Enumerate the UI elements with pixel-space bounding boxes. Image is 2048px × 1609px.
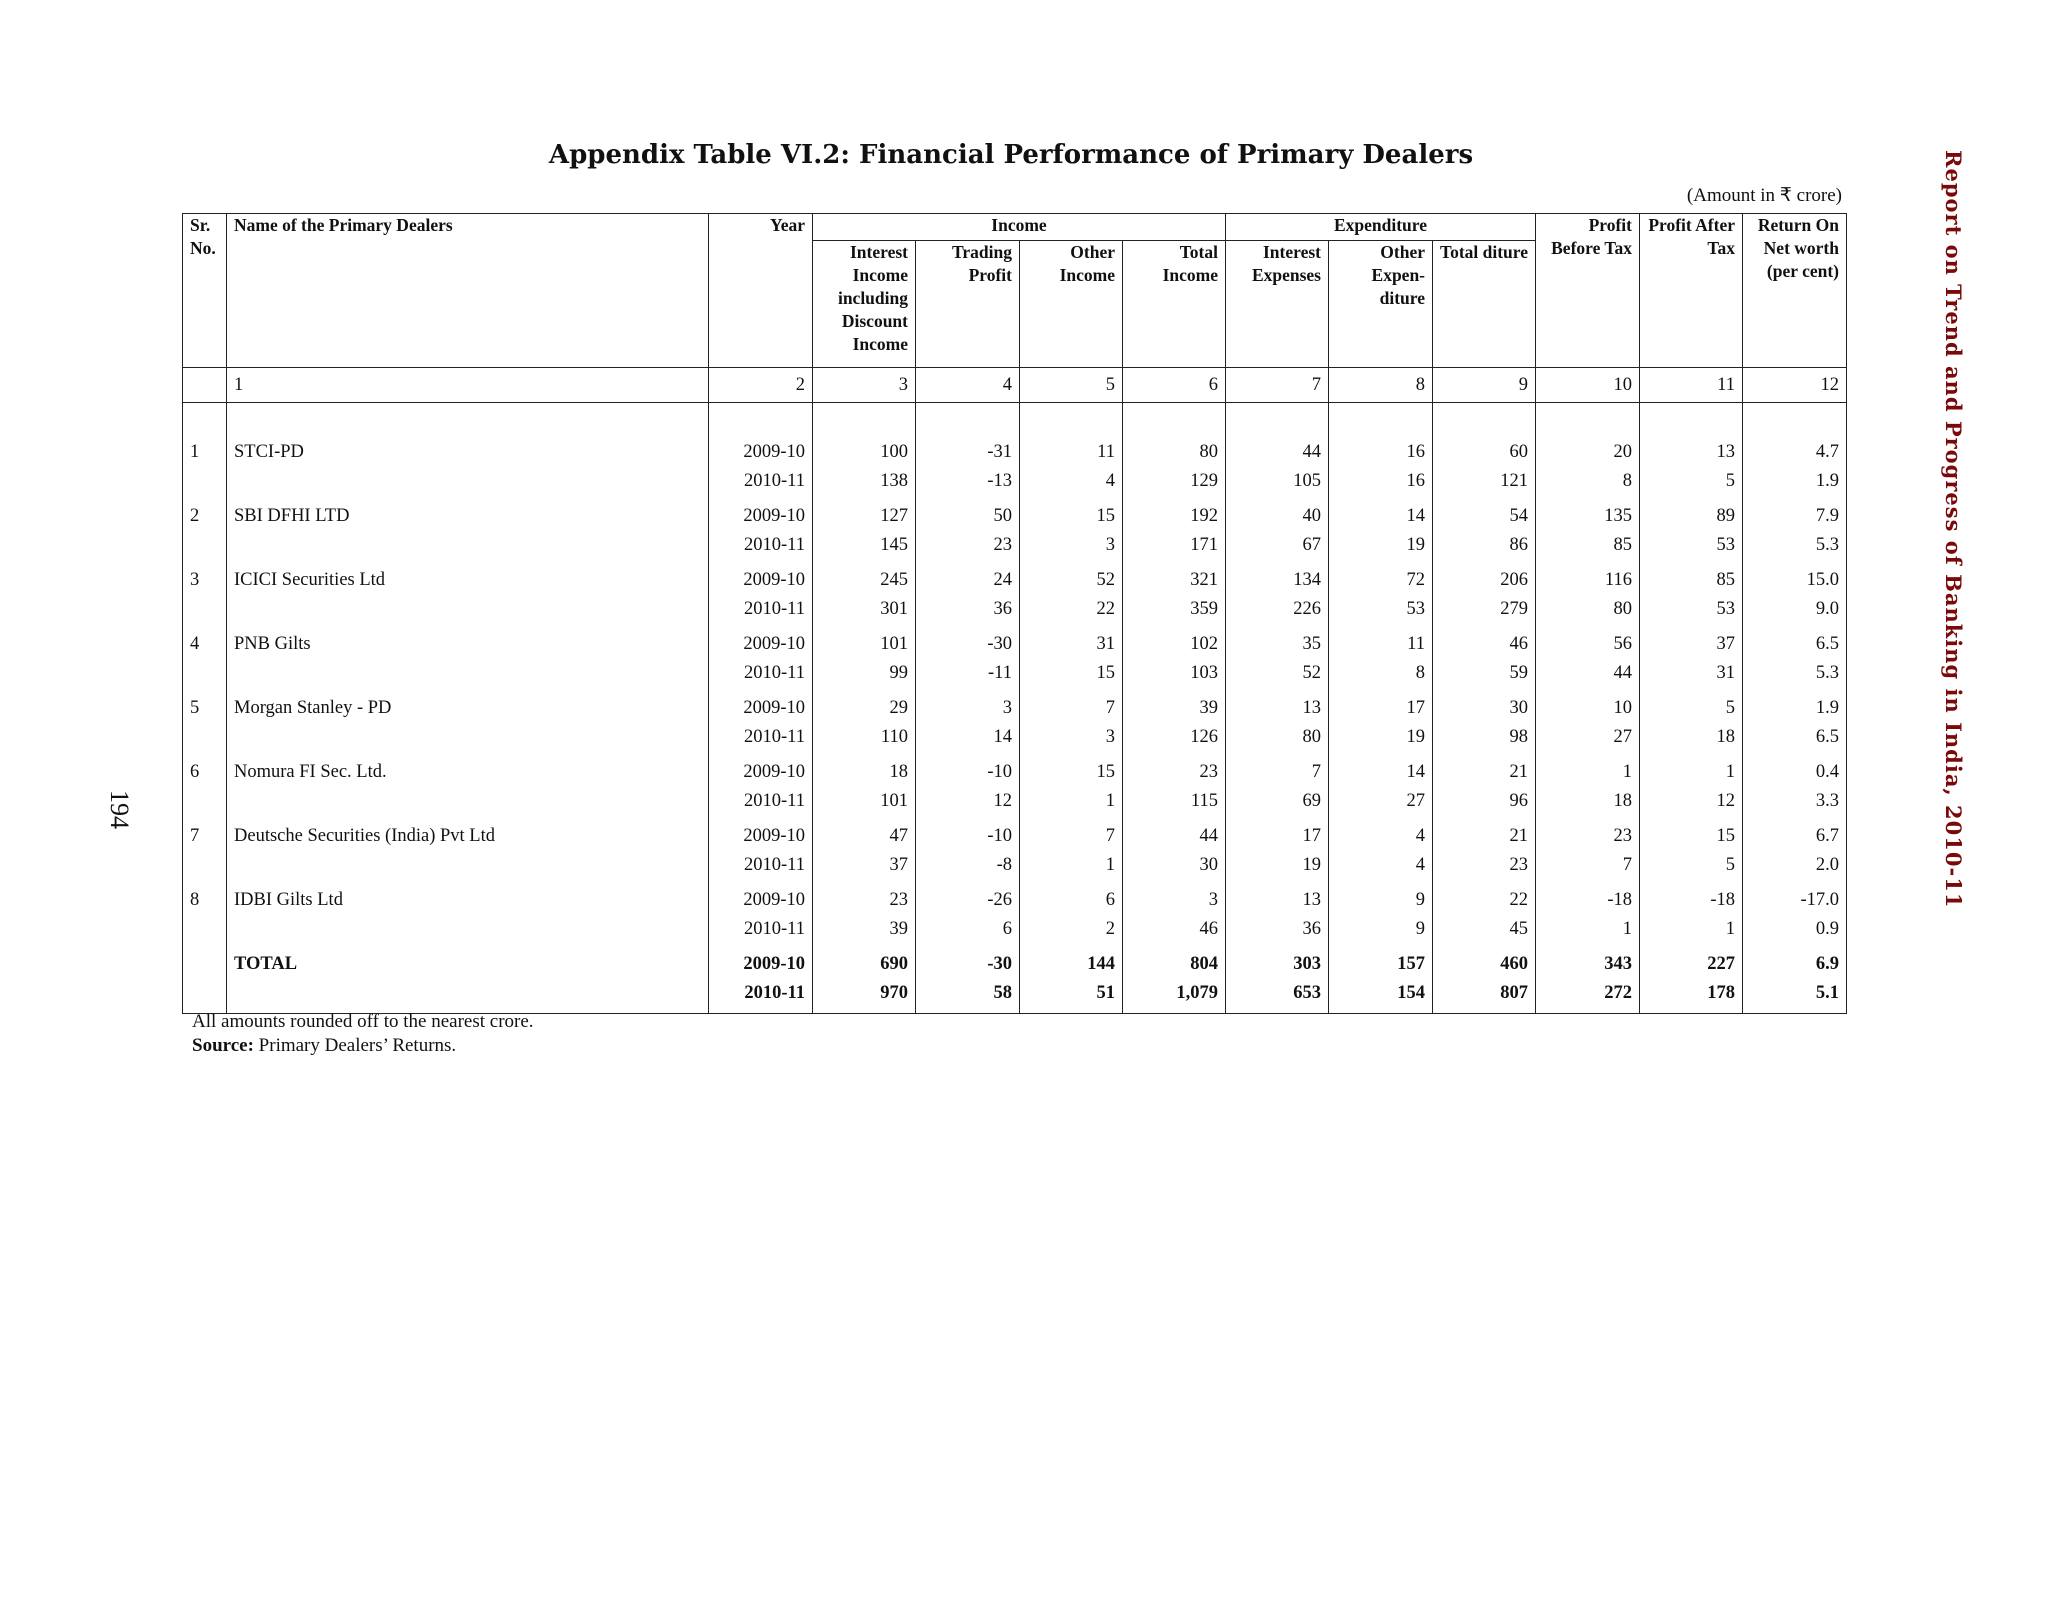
header-total-expenditure: Total diture [1433,241,1536,368]
value-cell: 116 [1536,560,1640,595]
value-cell: 970 [813,979,916,1014]
value-cell: 23 [1536,816,1640,851]
value-cell: 44 [1536,659,1640,688]
value-cell: 15 [1020,496,1123,531]
value-cell: 18 [1536,787,1640,816]
value-cell: 24 [916,560,1020,595]
value-cell: 39 [1123,688,1226,723]
table-body [183,368,1847,1014]
year-cell: 2009-10 [709,944,813,979]
value-cell: 19 [1329,531,1433,560]
year-cell: 2010-11 [709,723,813,752]
value-cell: 1 [1640,915,1743,944]
total-row [183,979,1847,1014]
value-cell: 1 [1536,752,1640,787]
page-number: 194 [105,790,134,829]
sr-no-cell [183,531,227,560]
value-cell: 18 [1640,723,1743,752]
value-cell: 145 [813,531,916,560]
value-cell: 101 [813,624,916,659]
value-cell: 46 [1433,624,1536,659]
year-cell: 2009-10 [709,624,813,659]
value-cell: 13 [1226,880,1329,915]
value-cell: -10 [916,752,1020,787]
value-cell: 15 [1640,816,1743,851]
value-cell: 102 [1123,624,1226,659]
value-cell: 16 [1329,467,1433,496]
value-cell: -31 [916,403,1020,468]
source-note [192,1034,534,1058]
value-cell: 52 [1020,560,1123,595]
year-cell: 2009-10 [709,816,813,851]
value-cell: 126 [1123,723,1226,752]
value-cell: 1 [1020,851,1123,880]
value-cell: 9 [1329,915,1433,944]
value-cell: 101 [813,787,916,816]
value-cell: 20 [1536,403,1640,468]
name-cell: TOTAL [227,944,709,979]
value-cell: 23 [813,880,916,915]
value-cell: 178 [1640,979,1743,1014]
header-total-income: Total Income [1123,241,1226,368]
year-cell: 2009-10 [709,403,813,468]
table-row [183,531,1847,560]
sr-no-cell: 8 [183,880,227,915]
value-cell: 85 [1640,560,1743,595]
value-cell: 321 [1123,560,1226,595]
value-cell: 3 [916,688,1020,723]
value-cell: 36 [916,595,1020,624]
sr-no-cell [183,467,227,496]
value-cell: 80 [1123,403,1226,468]
value-cell: 690 [813,944,916,979]
header-sr-no: Sr. No. [183,214,227,368]
sr-no-cell: 2 [183,496,227,531]
value-cell: 804 [1123,944,1226,979]
value-cell: 1 [1640,752,1743,787]
header-profit-after-tax: Profit After Tax [1640,214,1743,368]
value-cell: -10 [916,816,1020,851]
value-cell: 653 [1226,979,1329,1014]
sr-no-cell [183,979,227,1014]
value-cell: 18 [813,752,916,787]
value-cell: 29 [813,688,916,723]
value-cell: 12 [916,787,1020,816]
value-cell: 7 [1020,688,1123,723]
value-cell: 245 [813,560,916,595]
name-cell: STCI-PD [227,403,709,468]
value-cell: 1,079 [1123,979,1226,1014]
value-cell: 53 [1329,595,1433,624]
financial-performance-table [182,213,1847,1014]
value-cell: 6.9 [1743,944,1847,979]
value-cell: 272 [1536,979,1640,1014]
value-cell: 144 [1020,944,1123,979]
value-cell: 4 [1329,816,1433,851]
table-title: Appendix Table VI.2: Financial Performance of Primary Dealers [548,140,1474,170]
value-cell: 1.9 [1743,688,1847,723]
header-expenditure-group: Expenditure [1226,214,1536,241]
value-cell: 45 [1433,915,1536,944]
year-cell: 2010-11 [709,979,813,1014]
column-number-blank [183,368,227,403]
value-cell: 135 [1536,496,1640,531]
name-cell [227,979,709,1014]
header-return-on-net-worth: Return On Net worth (per cent) [1743,214,1847,368]
value-cell: 60 [1433,403,1536,468]
value-cell: 27 [1536,723,1640,752]
name-cell [227,915,709,944]
sr-no-cell [183,723,227,752]
year-cell: 2009-10 [709,688,813,723]
value-cell: -17.0 [1743,880,1847,915]
value-cell: 0.9 [1743,915,1847,944]
name-cell: ICICI Securities Ltd [227,560,709,595]
value-cell: 171 [1123,531,1226,560]
value-cell: 359 [1123,595,1226,624]
source-text: Primary Dealers’ Returns. [253,1035,457,1056]
year-cell: 2010-11 [709,467,813,496]
year-cell: 2009-10 [709,752,813,787]
column-number: 6 [1123,368,1226,403]
value-cell: 31 [1020,624,1123,659]
amount-unit-note: (Amount in ₹ crore) [1686,185,1842,206]
year-cell: 2009-10 [709,496,813,531]
value-cell: -13 [916,467,1020,496]
table-row [183,816,1847,851]
column-number: 12 [1743,368,1847,403]
value-cell: 6 [1020,880,1123,915]
table-row [183,496,1847,531]
value-cell: 80 [1536,595,1640,624]
value-cell: 40 [1226,496,1329,531]
value-cell: -18 [1640,880,1743,915]
value-cell: 460 [1433,944,1536,979]
table-row [183,403,1847,468]
value-cell: 23 [1123,752,1226,787]
name-cell: IDBI Gilts Ltd [227,880,709,915]
value-cell: 1.9 [1743,467,1847,496]
value-cell: 30 [1123,851,1226,880]
value-cell: 3 [1020,531,1123,560]
name-cell: SBI DFHI LTD [227,496,709,531]
value-cell: 67 [1226,531,1329,560]
year-cell: 2010-11 [709,595,813,624]
value-cell: 157 [1329,944,1433,979]
column-number: 3 [813,368,916,403]
table-row [183,688,1847,723]
value-cell: 56 [1536,624,1640,659]
value-cell: 206 [1433,560,1536,595]
value-cell: 303 [1226,944,1329,979]
value-cell: 50 [916,496,1020,531]
value-cell: 9.0 [1743,595,1847,624]
value-cell: 279 [1433,595,1536,624]
value-cell: 0.4 [1743,752,1847,787]
value-cell: 6.7 [1743,816,1847,851]
value-cell: 39 [813,915,916,944]
rounding-note: All amounts rounded off to the nearest crore. [192,1011,534,1032]
value-cell: 4.7 [1743,403,1847,468]
table-row [183,880,1847,915]
value-cell: 13 [1640,403,1743,468]
table-row [183,467,1847,496]
value-cell: 14 [916,723,1020,752]
value-cell: 86 [1433,531,1536,560]
header-name: Name of the Primary Dealers [227,214,709,368]
value-cell: 19 [1329,723,1433,752]
table-row [183,624,1847,659]
table-row [183,787,1847,816]
name-cell: Nomura FI Sec. Ltd. [227,752,709,787]
side-running-heading: Report on Trend and Progress of Banking in India, 2010-11 [1941,150,1966,909]
value-cell: 47 [813,816,916,851]
column-number: 8 [1329,368,1433,403]
value-cell: 7.9 [1743,496,1847,531]
name-cell [227,851,709,880]
value-cell: 11 [1329,624,1433,659]
value-cell: 30 [1433,688,1536,723]
value-cell: 17 [1329,688,1433,723]
value-cell: -11 [916,659,1020,688]
value-cell: 22 [1020,595,1123,624]
value-cell: 37 [1640,624,1743,659]
value-cell: 36 [1226,915,1329,944]
value-cell: 98 [1433,723,1536,752]
table-row [183,851,1847,880]
value-cell: 4 [1020,467,1123,496]
value-cell: 6.5 [1743,723,1847,752]
value-cell: 5 [1640,688,1743,723]
value-cell: 110 [813,723,916,752]
column-number: 5 [1020,368,1123,403]
column-number: 2 [709,368,813,403]
value-cell: 5 [1640,851,1743,880]
value-cell: 7 [1020,816,1123,851]
value-cell: 27 [1329,787,1433,816]
value-cell: 89 [1640,496,1743,531]
sr-no-cell [183,595,227,624]
year-cell: 2010-11 [709,531,813,560]
value-cell: 80 [1226,723,1329,752]
value-cell: 3 [1123,880,1226,915]
sr-no-cell: 3 [183,560,227,595]
year-cell: 2010-11 [709,915,813,944]
value-cell: 99 [813,659,916,688]
value-cell: 51 [1020,979,1123,1014]
table-row [183,595,1847,624]
value-cell: 5.1 [1743,979,1847,1014]
value-cell: 52 [1226,659,1329,688]
year-cell: 2009-10 [709,560,813,595]
value-cell: 103 [1123,659,1226,688]
value-cell: 4 [1329,851,1433,880]
table-row [183,752,1847,787]
sr-no-cell: 6 [183,752,227,787]
value-cell: 138 [813,467,916,496]
name-cell [227,659,709,688]
sr-no-cell [183,787,227,816]
total-row [183,944,1847,979]
name-cell [227,467,709,496]
sr-no-cell: 5 [183,688,227,723]
value-cell: 3 [1020,723,1123,752]
value-cell: 54 [1433,496,1536,531]
column-number: 4 [916,368,1020,403]
value-cell: -26 [916,880,1020,915]
value-cell: 17 [1226,816,1329,851]
column-number: 11 [1640,368,1743,403]
value-cell: 8 [1329,659,1433,688]
value-cell: 5.3 [1743,531,1847,560]
value-cell: 72 [1329,560,1433,595]
value-cell: 1 [1020,787,1123,816]
name-cell: Deutsche Securities (India) Pvt Ltd [227,816,709,851]
value-cell: 7 [1226,752,1329,787]
value-cell: 6 [916,915,1020,944]
value-cell: 9 [1329,880,1433,915]
value-cell: 46 [1123,915,1226,944]
value-cell: 85 [1536,531,1640,560]
table-row [183,723,1847,752]
column-number: 9 [1433,368,1536,403]
value-cell: 154 [1329,979,1433,1014]
value-cell: -30 [916,624,1020,659]
value-cell: 134 [1226,560,1329,595]
value-cell: 100 [813,403,916,468]
column-number: 7 [1226,368,1329,403]
value-cell: 15 [1020,659,1123,688]
value-cell: 35 [1226,624,1329,659]
value-cell: 21 [1433,816,1536,851]
value-cell: 6.5 [1743,624,1847,659]
value-cell: 59 [1433,659,1536,688]
value-cell: 53 [1640,595,1743,624]
sr-no-cell: 7 [183,816,227,851]
header-other-income: Other Income [1020,241,1123,368]
header-interest-income: Interest Income including Discount Income [813,241,916,368]
value-cell: 7 [1536,851,1640,880]
value-cell: -8 [916,851,1020,880]
value-cell: 127 [813,496,916,531]
sr-no-cell [183,915,227,944]
value-cell: 22 [1433,880,1536,915]
table-row [183,915,1847,944]
year-cell: 2010-11 [709,659,813,688]
name-cell: PNB Gilts [227,624,709,659]
value-cell: 227 [1640,944,1743,979]
header-year: Year [709,214,813,368]
value-cell: 37 [813,851,916,880]
value-cell: 301 [813,595,916,624]
value-cell: 21 [1433,752,1536,787]
header-other-expenditure: Other Expen- diture [1329,241,1433,368]
value-cell: 69 [1226,787,1329,816]
sr-no-cell [183,659,227,688]
sr-no-cell: 4 [183,624,227,659]
value-cell: 19 [1226,851,1329,880]
value-cell: 14 [1329,496,1433,531]
table-row [183,659,1847,688]
column-number-row [183,368,1847,403]
value-cell: 3.3 [1743,787,1847,816]
value-cell: 226 [1226,595,1329,624]
value-cell: 23 [1433,851,1536,880]
name-cell: Morgan Stanley - PD [227,688,709,723]
value-cell: 10 [1536,688,1640,723]
value-cell: 31 [1640,659,1743,688]
name-cell [227,787,709,816]
value-cell: 12 [1640,787,1743,816]
column-number: 10 [1536,368,1640,403]
value-cell: 44 [1226,403,1329,468]
value-cell: 807 [1433,979,1536,1014]
year-cell: 2010-11 [709,851,813,880]
sr-no-cell: 1 [183,403,227,468]
value-cell: 2.0 [1743,851,1847,880]
value-cell: 58 [916,979,1020,1014]
value-cell: 16 [1329,403,1433,468]
header-income-group: Income [813,214,1226,241]
sr-no-cell [183,944,227,979]
table-row [183,560,1847,595]
value-cell: 5.3 [1743,659,1847,688]
value-cell: 44 [1123,816,1226,851]
value-cell: 2 [1020,915,1123,944]
value-cell: 1 [1536,915,1640,944]
value-cell: 14 [1329,752,1433,787]
source-label: Source: [192,1035,254,1056]
value-cell: 23 [916,531,1020,560]
value-cell: 96 [1433,787,1536,816]
value-cell: 15 [1020,752,1123,787]
name-cell [227,595,709,624]
name-cell [227,531,709,560]
header-interest-expenses: Interest Expenses [1226,241,1329,368]
value-cell: 5 [1640,467,1743,496]
value-cell: 129 [1123,467,1226,496]
value-cell: 105 [1226,467,1329,496]
value-cell: 343 [1536,944,1640,979]
value-cell: -18 [1536,880,1640,915]
value-cell: 121 [1433,467,1536,496]
header-trading-profit: Trading Profit [916,241,1020,368]
value-cell: 115 [1123,787,1226,816]
sr-no-cell [183,851,227,880]
column-number: 1 [227,368,709,403]
year-cell: 2009-10 [709,880,813,915]
value-cell: -30 [916,944,1020,979]
value-cell: 192 [1123,496,1226,531]
header-profit-before-tax: Profit Before Tax [1536,214,1640,368]
year-cell: 2010-11 [709,787,813,816]
name-cell [227,723,709,752]
value-cell: 13 [1226,688,1329,723]
footnotes [192,1010,534,1058]
value-cell: 53 [1640,531,1743,560]
value-cell: 15.0 [1743,560,1847,595]
value-cell: 11 [1020,403,1123,468]
value-cell: 8 [1536,467,1640,496]
